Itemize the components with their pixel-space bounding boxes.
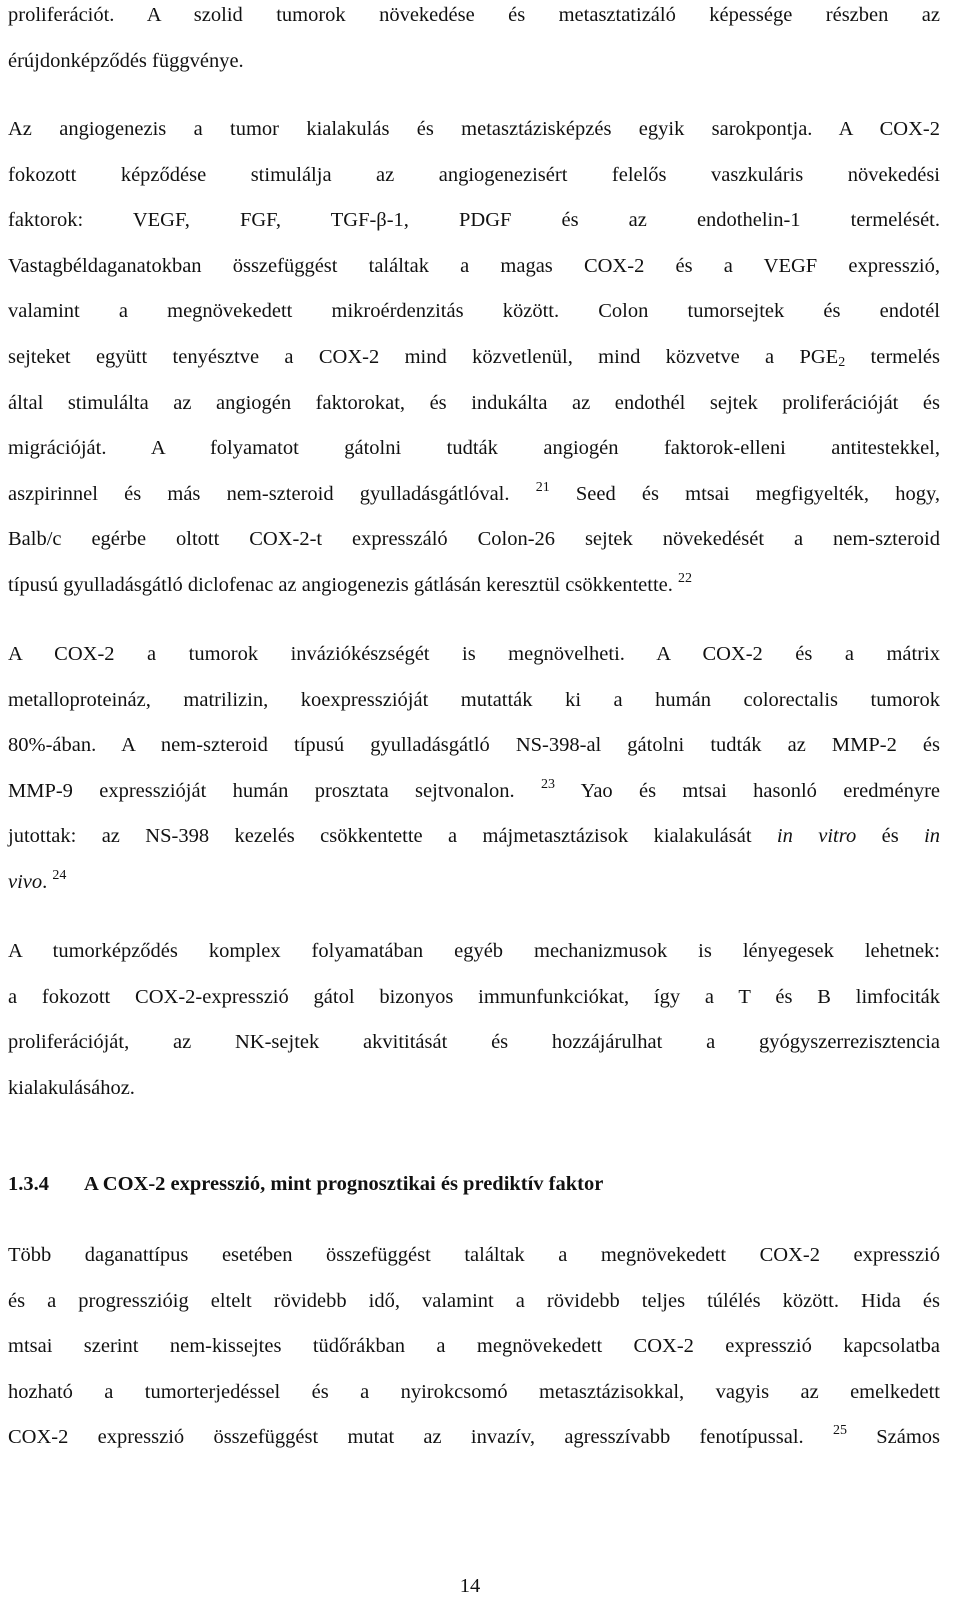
text-line (8, 472, 940, 518)
text-line: hozható a tumorterjedéssel és a nyirokcsomó metasztázisokkal, vagyis az emelkedett (8, 1380, 940, 1403)
citation-superscript: 22 (678, 570, 692, 586)
text-run: Seed és mtsai megfigyelték, hogy, (549, 482, 940, 505)
italic-text: in vitro (776, 825, 857, 848)
text-line: proliferációt. A szolid tumorok növekedése és metasztatizáló képessége részben az (8, 4, 940, 26)
italic-text: vivo (8, 870, 43, 893)
text-line (8, 814, 940, 860)
text-line: proliferációját, az NK-sejtek akvititását és hozzájárulhat a gyógyszerrezisztencia (8, 1031, 940, 1054)
section-number: 1.3.4 (8, 1173, 49, 1195)
text-line: faktorok: VEGF, FGF, TGF-β-1, PDGF és az endothelin-1 termelését. (8, 209, 940, 232)
text-line: Balb/c egérbe oltott COX-2-t expresszáló Colon-26 sejtek növekedését a nem-szteroid (8, 528, 940, 551)
text-run: termelés (845, 345, 940, 368)
text-run: sejteket együtt tenyésztve a COX-2 mind közvetlenül, mind közvetve a PGE (8, 345, 839, 368)
text-run: MMP-9 expresszióját humán prosztata sejtvonalon. (8, 779, 542, 802)
text-run: típusú gyulladásgátló diclofenac az angiogenezis gátlásán keresztül csökkentette. (8, 573, 678, 596)
text-run: és (856, 825, 925, 848)
text-line: által stimulálta az angiogén faktorokat, és indukálta az endothél sejtek proliferációját és (8, 391, 940, 414)
text-line: Az angiogenezis a tumor kialakulás és metasztázisképzés egyik sarokpontja. A COX-2 (8, 118, 940, 140)
paragraph-1 (8, 0, 940, 84)
text-line: valamint a megnövekedett mikroérdenzitás között. Colon tumorsejtek és endotél (8, 300, 940, 323)
text-run: jutottak: az NS-398 kezelés csökkentette a májmetasztázisok kialakulását (8, 825, 777, 848)
text-line (8, 769, 940, 815)
text-line: A COX-2 a tumorok inváziókészségét is megnövelheti. A COX-2 és a mátrix (8, 643, 940, 665)
paragraph-4 (8, 929, 940, 1111)
text-run: aszpirinnel és más nem-szteroid gyulladásgátlóval. (8, 482, 536, 505)
subscript: 2 (838, 354, 846, 370)
text-run: Számos (846, 1426, 941, 1449)
text-line (8, 335, 940, 381)
text-line: a fokozott COX-2-expresszió gátol bizonyos immunfunkciókat, így a T és B limfociták (8, 985, 940, 1008)
citation-superscript: 21 (535, 479, 550, 495)
text-line: 80%-ában. A nem-szteroid típusú gyulladásgátló NS-398-al gátolni tudták az MMP-2 és (8, 734, 940, 757)
text-line: és a progresszióig eltelt rövidebb idő, valamint a rövidebb teljes túlélés között. Hida és (8, 1289, 940, 1312)
section-title: A COX-2 expresszió, mint prognosztikai és prediktív faktor (84, 1173, 604, 1195)
italic-text: in (924, 825, 941, 848)
section-heading (8, 1162, 603, 1208)
text-run: . (42, 870, 53, 893)
paragraph-3 (8, 632, 940, 906)
text-line (8, 1415, 940, 1461)
citation-superscript: 24 (52, 867, 67, 883)
page-number: 14 (459, 1575, 481, 1597)
text-line: Vastagbéldaganatokban összefüggést találtak a magas COX-2 és a VEGF expresszió, (8, 254, 940, 277)
text-run: Yao és mtsai hasonló eredményre (555, 779, 940, 802)
text-line: A tumorképződés komplex folyamatában egyéb mechanizmusok is lényegesek lehetnek: (8, 940, 940, 962)
text-run: COX-2 expresszió összefüggést mutat az invazív, agresszívabb fenotípussal. (8, 1426, 833, 1449)
text-line: Több daganattípus esetében összefüggést találtak a megnövekedett COX-2 expresszió (8, 1244, 940, 1266)
text-line: érújdonképződés függvénye. (8, 49, 244, 72)
text-line: kialakulásához. (8, 1076, 135, 1099)
citation-superscript: 23 (541, 776, 556, 792)
text-line: fokozott képződése stimulálja az angiogenezisért felelős vaszkuláris növekedési (8, 163, 940, 186)
citation-superscript: 25 (832, 1423, 847, 1439)
paragraph-2 (8, 107, 940, 609)
text-line: migrációját. A folyamatot gátolni tudták angiogén faktorok-elleni antitestekkel, (8, 437, 940, 460)
text-line (8, 860, 940, 906)
text-line: metalloproteináz, matrilizin, koexpresszióját mutatták ki a humán colorectalis tumorok (8, 688, 940, 711)
paragraph-5 (8, 1233, 940, 1461)
text-line (8, 563, 940, 609)
text-line: mtsai szerint nem-kissejtes tüdőrákban a megnövekedett COX-2 expresszió kapcsolatba (8, 1335, 940, 1358)
